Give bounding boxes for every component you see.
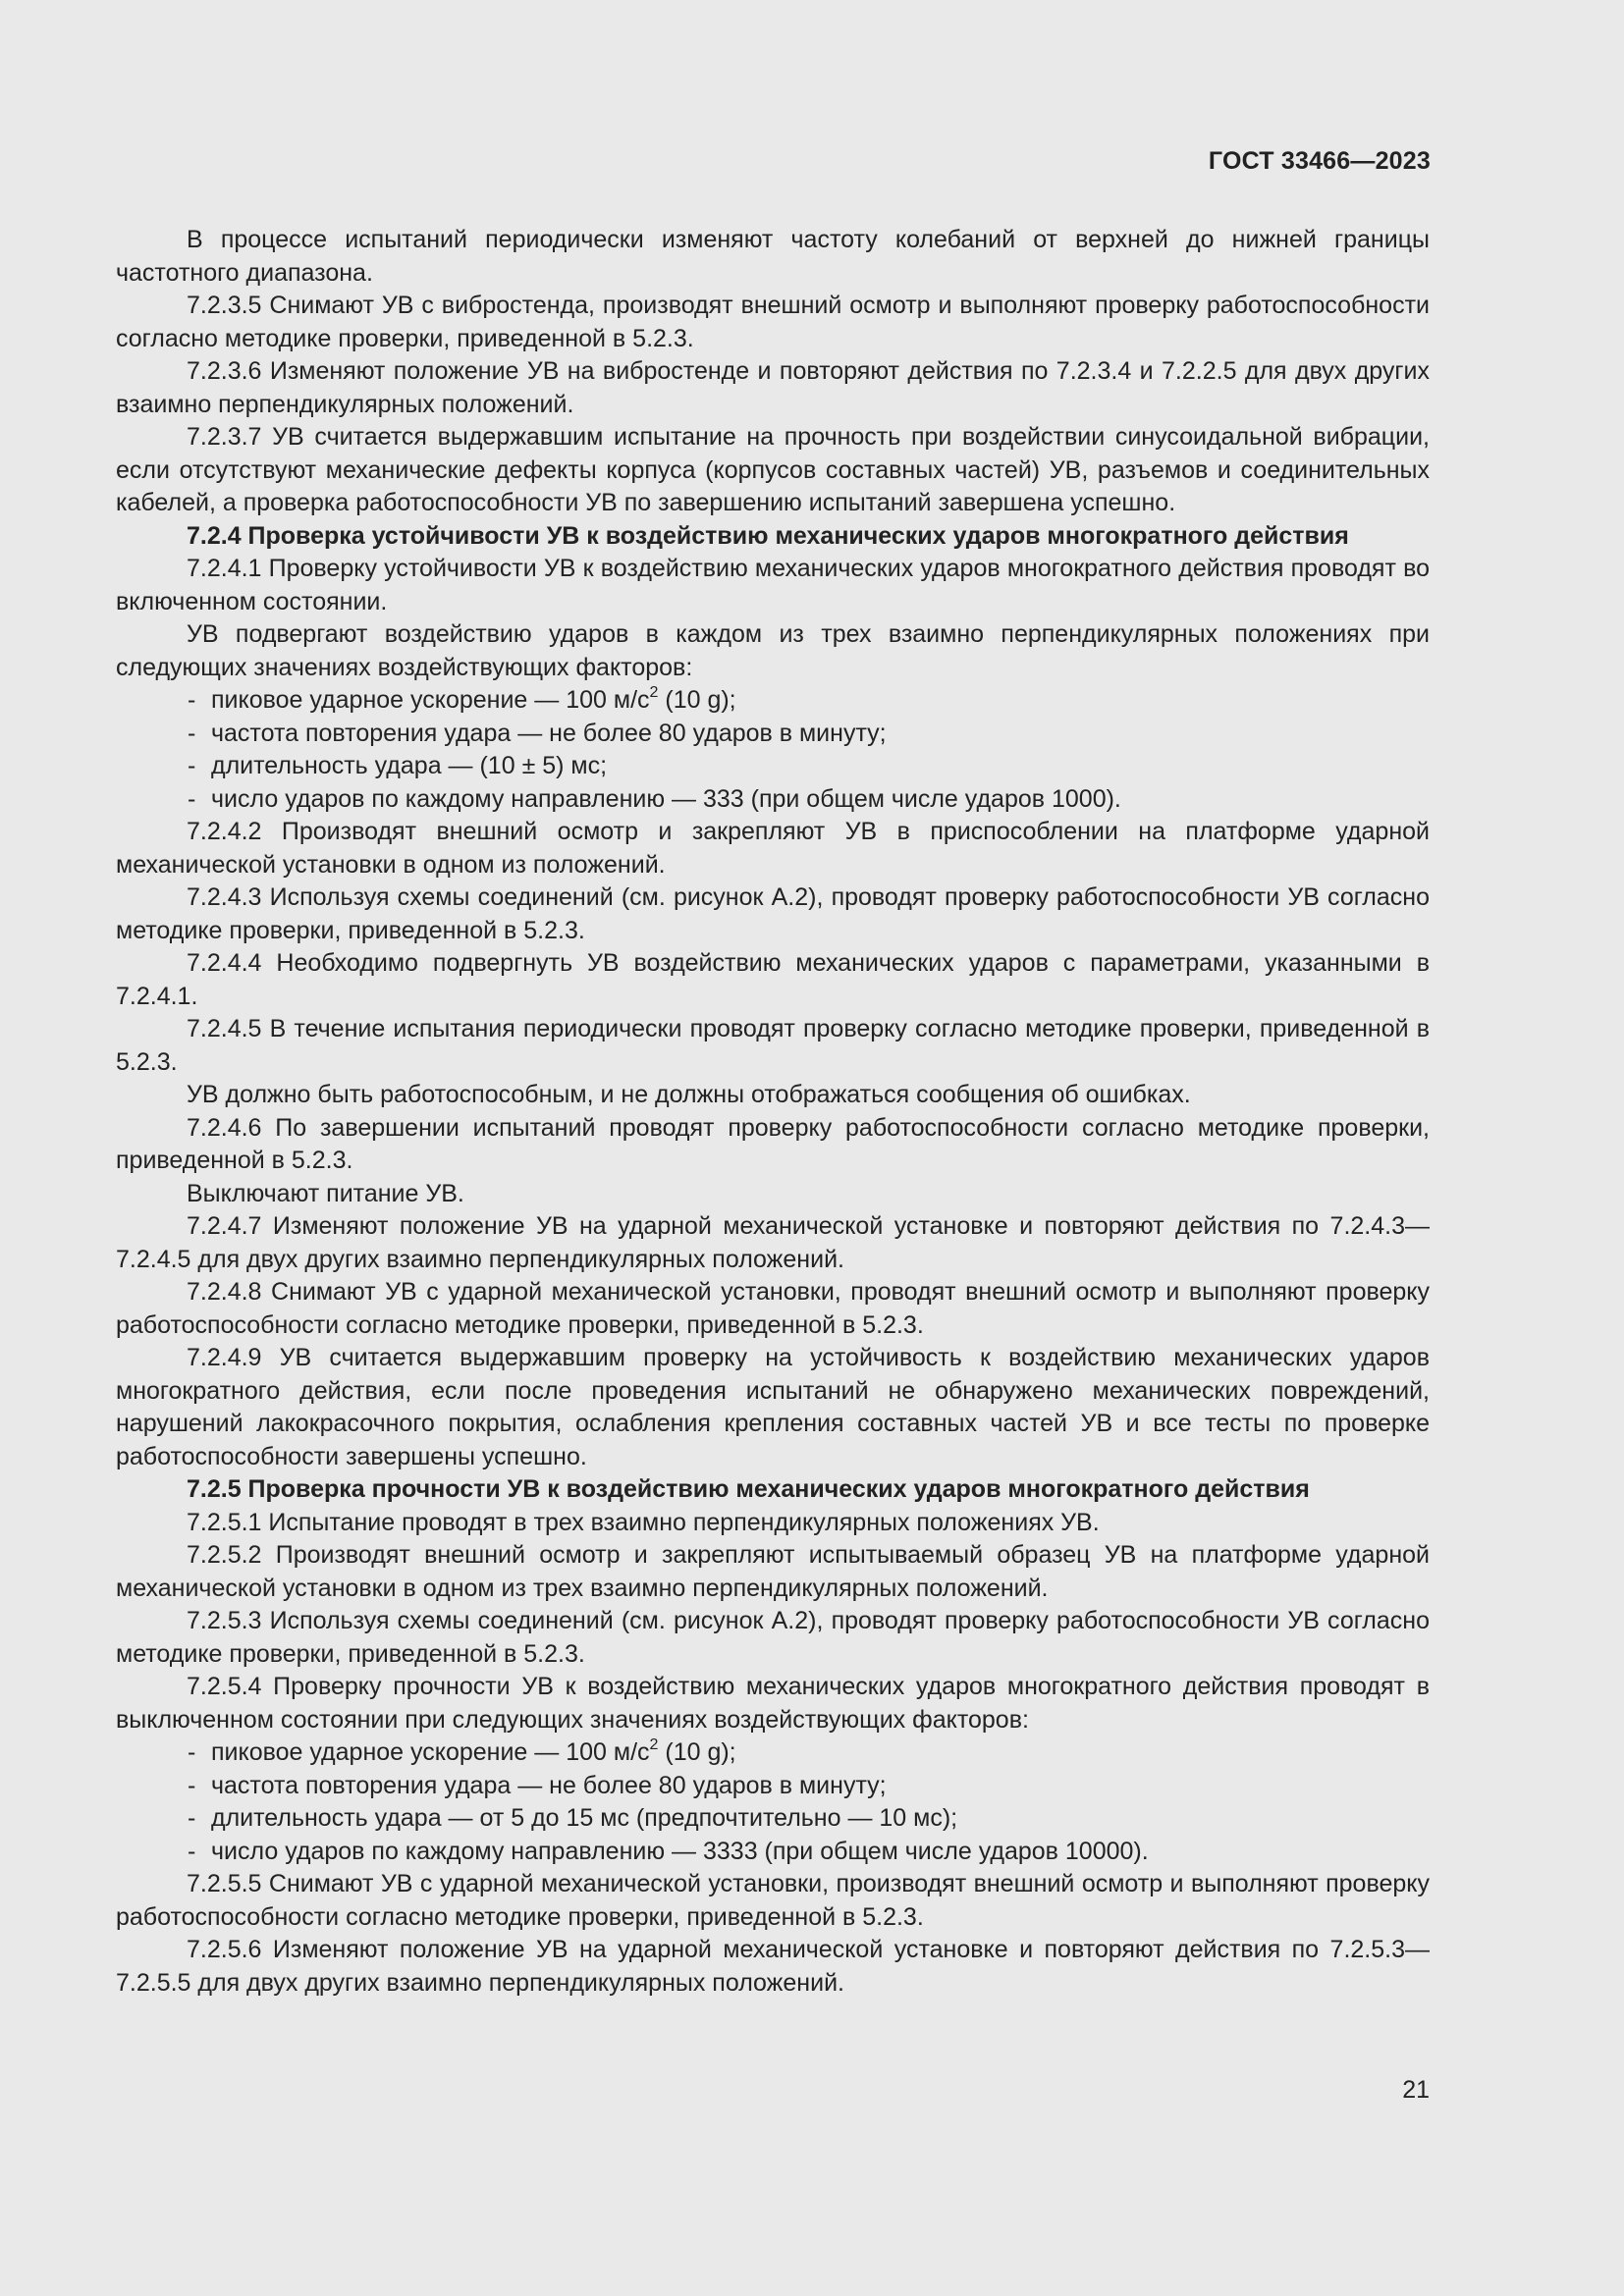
list-item-text: пиковое ударное ускорение — 100 м/с bbox=[211, 686, 650, 714]
paragraph-7-2-5-5: 7.2.5.5 Снимают УВ с ударной механической установки, производят внешний осмотр и выполняют проверку работоспособности согласно методике проверки, приведенной в 5.2.3. bbox=[116, 1870, 1430, 1931]
list-item-text: число ударов по каждому направлению — 333 (при общем числе ударов 1000). bbox=[211, 784, 1121, 813]
paragraph-7-2-5-3: 7.2.5.3 Используя схемы соединений (см. рисунок А.2), проводят проверку работоспособности УВ согласно методике проверки, приведенной в 5.2.3. bbox=[116, 1607, 1430, 1668]
paragraph-7-2-5-1: 7.2.5.1 Испытание проводят в трех взаимно перпендикулярных положениях УВ. bbox=[187, 1508, 1100, 1536]
list-item bbox=[116, 1802, 1430, 1836]
list-item bbox=[116, 684, 1430, 718]
paragraph-7-2-5-4: 7.2.5.4 Проверку прочности УВ к воздействию механических ударов многократного действия проводят в выключенном состоянии при следующих значениях воздействующих факторов: bbox=[116, 1673, 1430, 1734]
list-dash: - bbox=[188, 784, 196, 813]
list-item bbox=[116, 1770, 1430, 1803]
page-number: 21 bbox=[1402, 2076, 1430, 2104]
list-item-text: длительность удара — (10 ± 5) мс; bbox=[211, 752, 608, 779]
list-item-text: длительность удара — от 5 до 15 мс (предпочтительно — 10 мс); bbox=[211, 1804, 958, 1832]
list-item bbox=[116, 750, 1430, 783]
list-dash: - bbox=[188, 1804, 196, 1832]
list-dash: - bbox=[188, 1738, 196, 1766]
paragraph: Выключают питание УВ. bbox=[187, 1179, 464, 1207]
list-item-text: (10 g); bbox=[658, 686, 736, 714]
paragraph-7-2-4-9: 7.2.4.9 УВ считается выдержавшим проверку на устойчивость к воздействию механических ударов многократного действия, если после проведения испытаний не обнаружено механических повреждений, нарушений лакокрасочного покрытия, ослабления крепления составных частей УВ и все тесты по проверке работоспособности завершены успешно. bbox=[116, 1344, 1430, 1470]
factor-list-1 bbox=[116, 684, 1430, 816]
paragraph-7-2-5-6: 7.2.5.6 Изменяют положение УВ на ударной механической установке и повторяют действия по 7.2.5.3—7.2.5.5 для двух других взаимно перпендикулярных положений. bbox=[116, 1936, 1430, 1997]
list-item-text: число ударов по каждому направлению — 3333 (при общем числе ударов 10000). bbox=[211, 1837, 1149, 1865]
list-item bbox=[116, 1736, 1430, 1770]
list-item-text: пиковое ударное ускорение — 100 м/с bbox=[211, 1738, 650, 1766]
superscript: 2 bbox=[649, 683, 659, 701]
superscript: 2 bbox=[649, 1735, 659, 1753]
list-dash: - bbox=[188, 1771, 196, 1799]
paragraph-7-2-4-6: 7.2.4.6 По завершении испытаний проводят проверку работоспособности согласно методике проверки, приведенной в 5.2.3. bbox=[116, 1113, 1430, 1174]
list-item-text: частота повторения удара — не более 80 ударов в минуту; bbox=[211, 1771, 887, 1799]
list-dash: - bbox=[188, 686, 196, 714]
paragraph-7-2-4-4: 7.2.4.4 Необходимо подвергнуть УВ воздействию механических ударов с параметрами, указанными в 7.2.4.1. bbox=[116, 949, 1430, 1010]
document-code-header: ГОСТ 33466—2023 bbox=[1208, 147, 1431, 175]
list-item-text: (10 g); bbox=[658, 1738, 736, 1766]
list-item bbox=[116, 718, 1430, 751]
list-item bbox=[116, 783, 1430, 817]
list-dash: - bbox=[188, 719, 196, 747]
list-dash: - bbox=[188, 752, 196, 779]
paragraph: УВ должно быть работоспособным, и не должны отображаться сообщения об ошибках. bbox=[187, 1081, 1191, 1108]
paragraph-7-2-4-2: 7.2.4.2 Производят внешний осмотр и закрепляют УВ в приспособлении на платформе ударной механической установки в одном из положений. bbox=[116, 818, 1430, 879]
paragraph-7-2-4-7: 7.2.4.7 Изменяют положение УВ на ударной механической установке и повторяют действия по 7.2.4.3—7.2.4.5 для двух других взаимно перпендикулярных положений. bbox=[116, 1212, 1430, 1273]
paragraph-7-2-4-1: 7.2.4.1 Проверку устойчивости УВ к воздействию механических ударов многократного действия проводят во включенном состоянии. bbox=[116, 555, 1430, 615]
list-dash: - bbox=[188, 1837, 196, 1865]
list-item-text: частота повторения удара — не более 80 ударов в минуту; bbox=[211, 719, 887, 747]
paragraph-7-2-4-3: 7.2.4.3 Используя схемы соединений (см. рисунок А.2), проводят проверку работоспособности УВ согласно методике проверки, приведенной в 5.2.3. bbox=[116, 883, 1430, 944]
paragraph-7-2-5-2: 7.2.5.2 Производят внешний осмотр и закрепляют испытываемый образец УВ на платформе ударной механической установки в одном из трех взаимно перпендикулярных положений. bbox=[116, 1541, 1430, 1602]
paragraph-7-2-3-6: 7.2.3.6 Изменяют положение УВ на вибростенде и повторяют действия по 7.2.3.4 и 7.2.2.5 для двух других взаимно перпендикулярных положений. bbox=[116, 357, 1430, 418]
paragraph: В процессе испытаний периодически изменяют частоту колебаний от верхней до нижней границы частотного диапазона. bbox=[116, 226, 1430, 287]
paragraph-7-2-3-7: 7.2.3.7 УВ считается выдержавшим испытание на прочность при воздействии синусоидальной вибрации, если отсутствуют механические дефекты корпуса (корпусов составных частей) УВ, разъемов и соединительных кабелей, а проверка работоспособности УВ по завершению испытаний завершена успешно. bbox=[116, 423, 1430, 516]
paragraph-7-2-4-5: 7.2.4.5 В течение испытания периодически проводят проверку согласно методике проверки, приведенной в 5.2.3. bbox=[116, 1015, 1430, 1076]
factor-list-2 bbox=[116, 1736, 1430, 1868]
section-heading-7-2-4: 7.2.4 Проверка устойчивости УВ к воздействию механических ударов многократного действия bbox=[187, 521, 1349, 550]
paragraph: УВ подвергают воздействию ударов в каждом из трех взаимно перпендикулярных положениях при следующих значениях воздействующих факторов: bbox=[116, 620, 1430, 681]
list-item bbox=[116, 1836, 1430, 1869]
document-body bbox=[116, 224, 1430, 2000]
section-heading-7-2-5: 7.2.5 Проверка прочности УВ к воздействию механических ударов многократного действия bbox=[187, 1475, 1310, 1503]
paragraph-7-2-3-5: 7.2.3.5 Снимают УВ с вибростенда, производят внешний осмотр и выполняют проверку работоспособности согласно методике проверки, приведенной в 5.2.3. bbox=[116, 292, 1430, 352]
paragraph-7-2-4-8: 7.2.4.8 Снимают УВ с ударной механической установки, проводят внешний осмотр и выполняют проверку работоспособности согласно методике проверки, приведенной в 5.2.3. bbox=[116, 1278, 1430, 1339]
